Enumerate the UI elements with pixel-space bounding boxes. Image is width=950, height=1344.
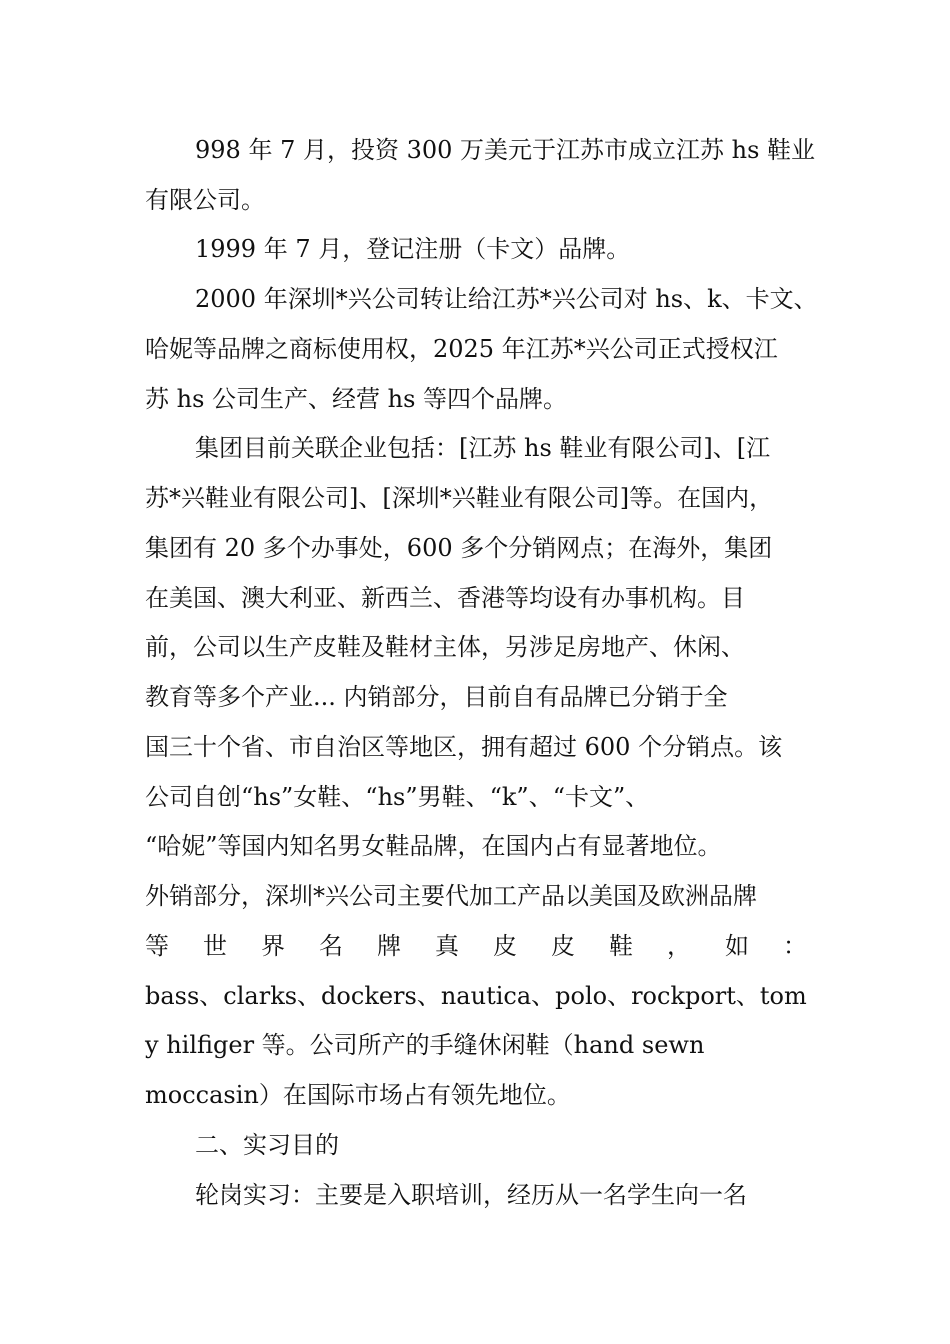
- paragraph-line: 在美国、澳大利亚、新西兰、香港等均设有办事机构。目: [145, 584, 745, 612]
- paragraph-line: y hilfiger 等。公司所产的手缝休闲鞋（hand sewn: [145, 1031, 705, 1059]
- paragraph-line: moccasin）在国际市场占有领先地位。: [145, 1081, 571, 1109]
- paragraph-line: 哈妮等品牌之商标使用权，2025 年江苏*兴公司正式授权江: [145, 335, 778, 363]
- paragraph-line: 外销部分，深圳*兴公司主要代加工产品以美国及欧洲品牌: [145, 882, 757, 910]
- paragraph-line: 998 年 7 月，投资 300 万美元于江苏市成立江苏 hs 鞋业: [195, 136, 816, 164]
- paragraph-line: 2000 年深圳*兴公司转让给江苏*兴公司对 hs、k、卡文、: [195, 285, 818, 313]
- paragraph-line: 轮岗实习：主要是入职培训，经历从一名学生向一名: [195, 1181, 747, 1209]
- paragraph-line: 集团目前关联企业包括：[江苏 hs 鞋业有限公司]、[江: [195, 434, 771, 462]
- paragraph-line: 1999 年 7 月，登记注册（卡文）品牌。: [195, 235, 631, 263]
- paragraph-line: 国三十个省、市自治区等地区，拥有超过 600 个分销点。该: [145, 733, 783, 761]
- paragraph-line: 等 世 界 名 牌 真 皮 皮 鞋 ， 如 ：: [145, 932, 807, 960]
- paragraph-line: 有限公司。: [145, 186, 265, 214]
- section-heading: 二、实习目的: [195, 1131, 339, 1159]
- paragraph-line: 集团有 20 多个办事处，600 多个分销网点；在海外，集团: [145, 534, 773, 562]
- paragraph-line: “哈妮”等国内知名男女鞋品牌，在国内占有显著地位。: [145, 832, 722, 860]
- paragraph-line: bass、clarks、dockers、nautica、polo、rockport、tom: [145, 982, 807, 1010]
- paragraph-line: 前，公司以生产皮鞋及鞋材主体，另涉足房地产、休闲、: [145, 633, 745, 661]
- paragraph-line: 苏 hs 公司生产、经营 hs 等四个品牌。: [145, 385, 568, 413]
- paragraph-line: 教育等多个产业... 内销部分，目前自有品牌已分销于全: [145, 683, 728, 711]
- paragraph-line: 公司自创“hs”女鞋、“hs”男鞋、“k”、“卡文”、: [145, 783, 650, 811]
- paragraph-line: 苏*兴鞋业有限公司]、[深圳*兴鞋业有限公司]等。在国内，: [145, 484, 774, 512]
